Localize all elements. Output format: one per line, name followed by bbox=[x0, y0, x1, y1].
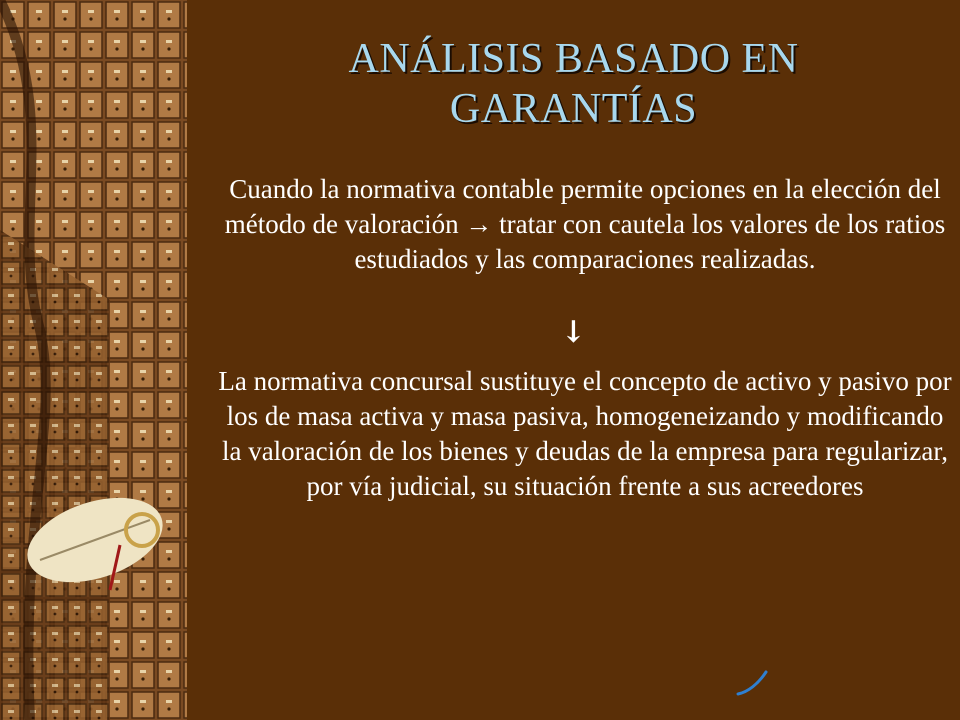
down-arrow-icon: ↓ bbox=[560, 315, 587, 350]
title-line-2: GARANTÍAS bbox=[449, 86, 698, 132]
swoosh-decoration-icon bbox=[734, 668, 770, 698]
paragraph-accounting-norms: Cuando la normativa contable permite opciones en la elección del método de valoración → tratar con cautela los valores de los ratios estudiados y las comparaciones realizadas. bbox=[224, 174, 946, 274]
title-line-1: ANÁLISIS BASADO EN bbox=[348, 36, 799, 82]
slide-content bbox=[187, 0, 960, 720]
archive-drawers-image bbox=[0, 0, 187, 720]
slide-title bbox=[187, 34, 960, 134]
paragraph-insolvency-norms: La normativa concursal sustituye el concepto de activo y pasivo por los de masa activa y masa pasiva, homogeneizando y modificando la valoración de los bienes y deudas de la empresa para regularizar, por vía judicial, su situación frente a sus acreedores bbox=[218, 366, 952, 501]
